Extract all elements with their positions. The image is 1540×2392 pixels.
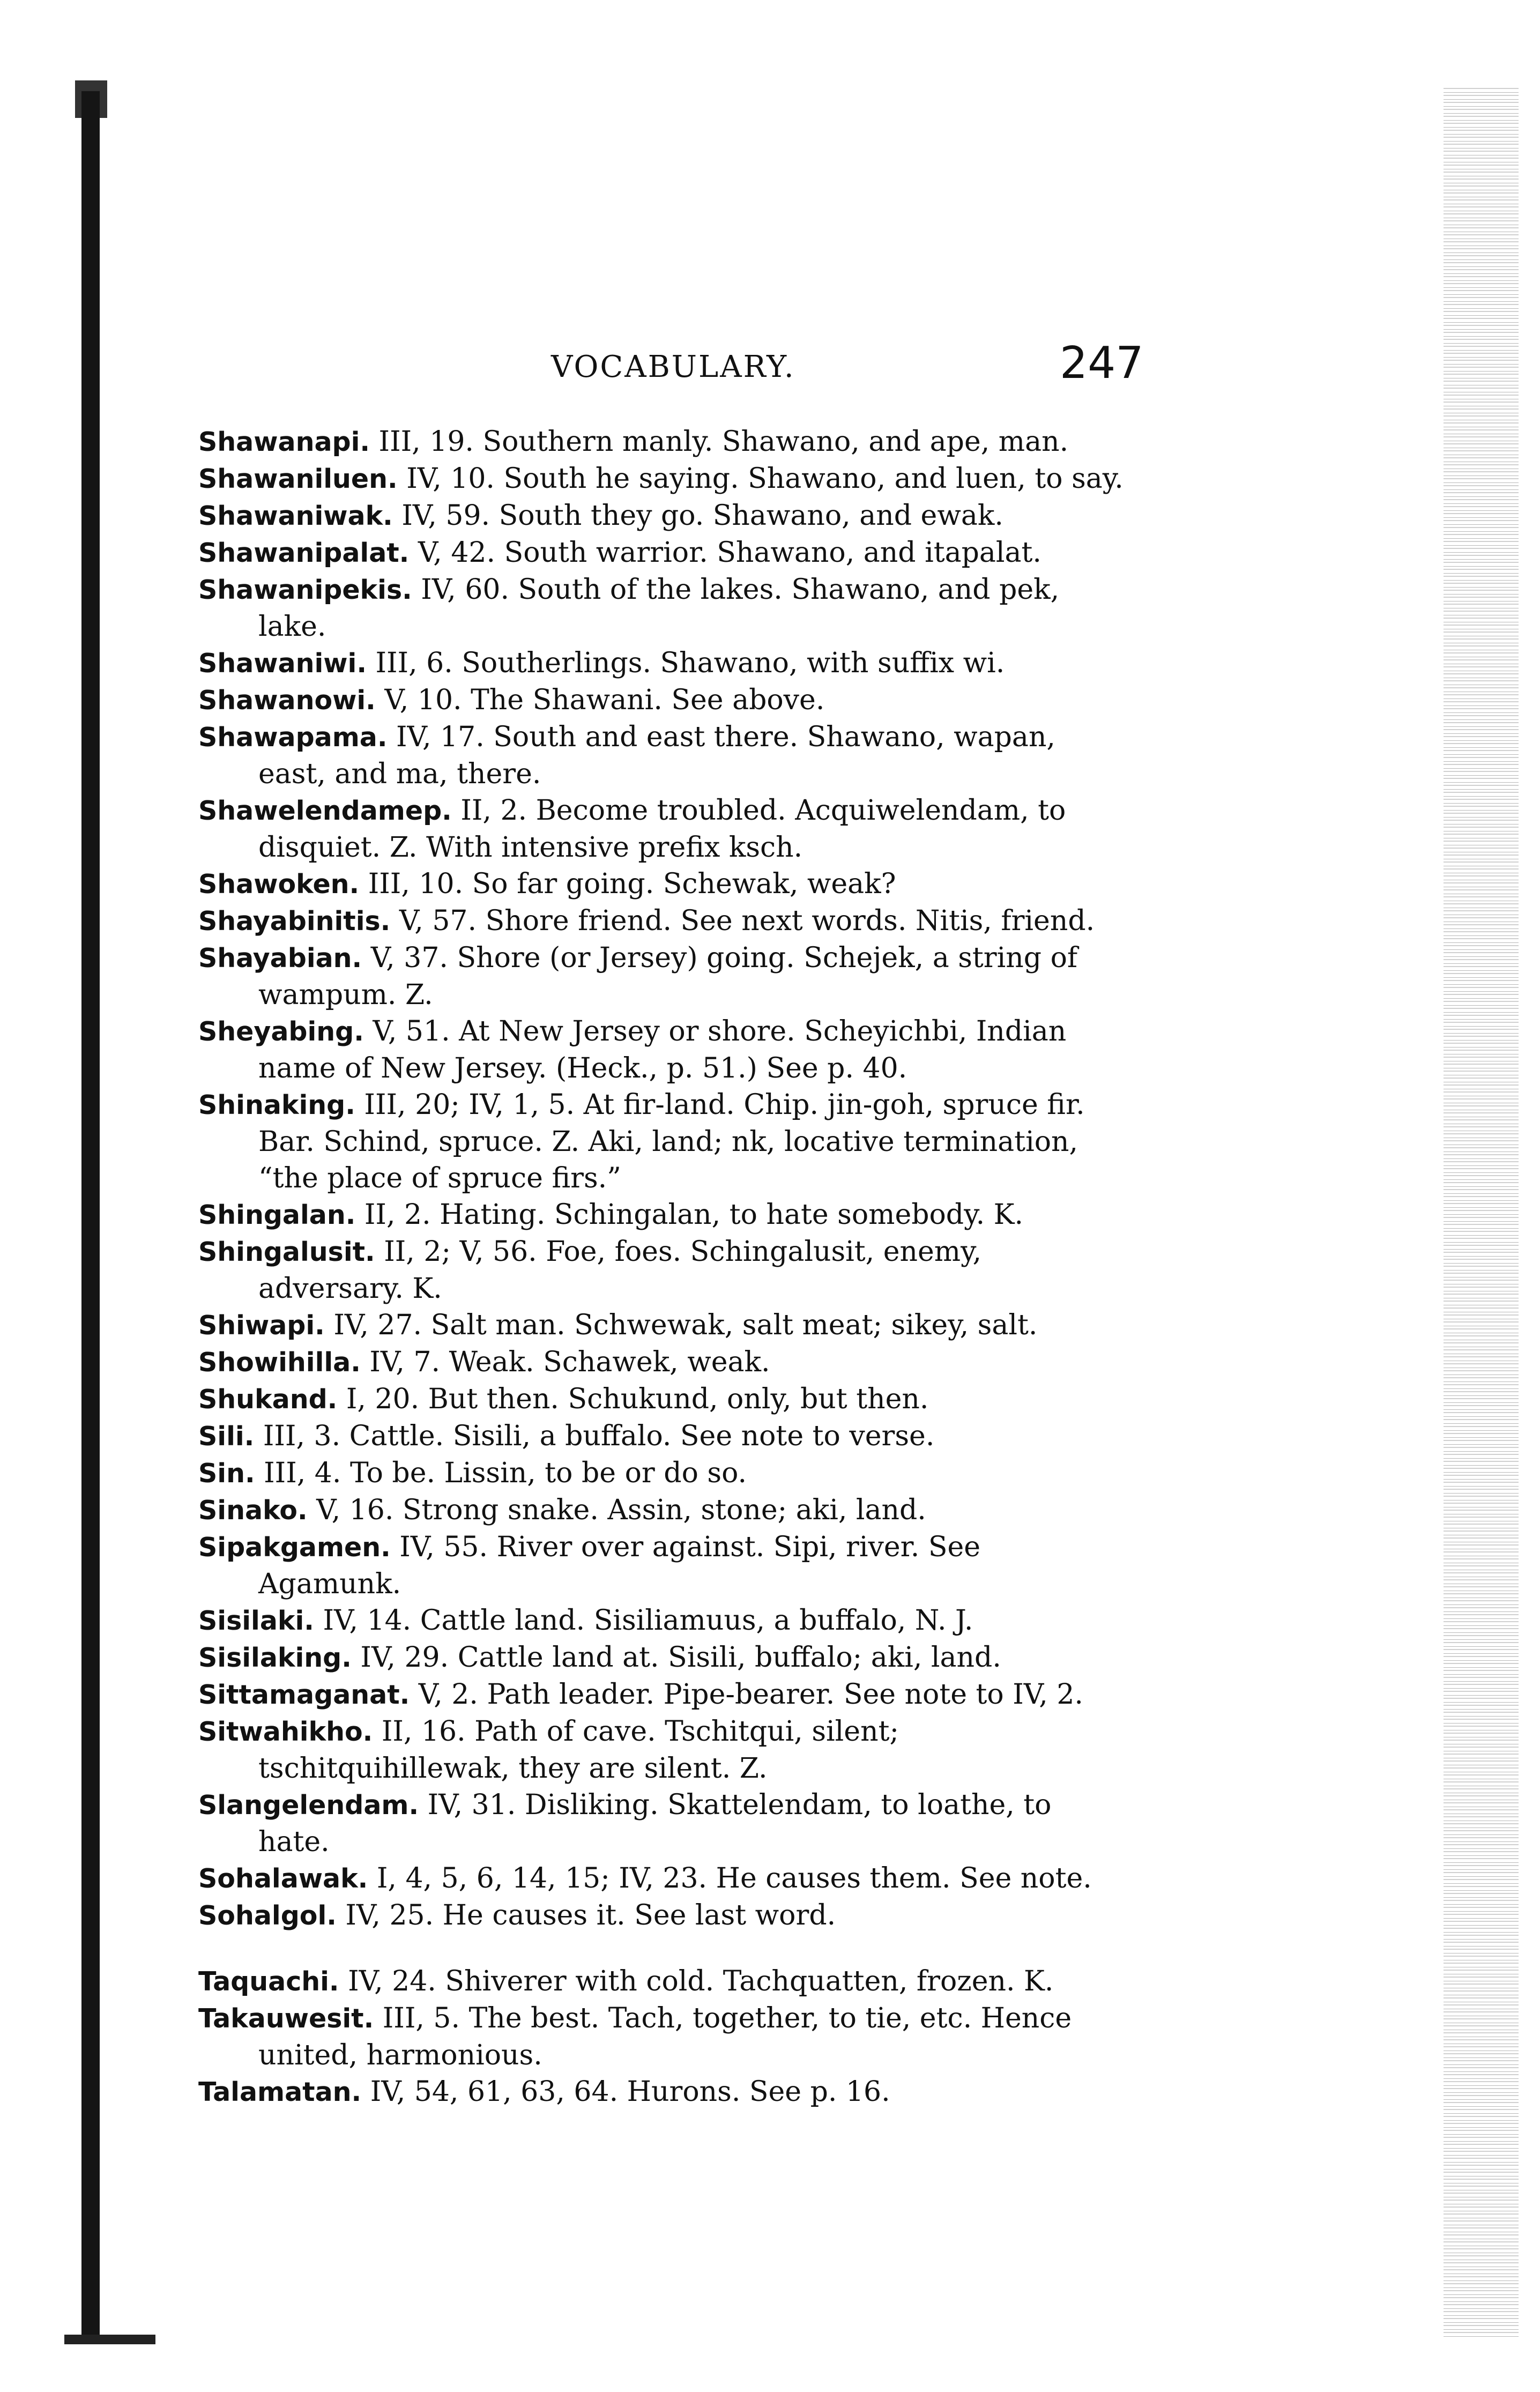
entry-definition: IV, 54, 61, 63, 64. Hurons. See p. 16. <box>370 2076 890 2108</box>
vocabulary-entry <box>198 1344 1131 1381</box>
entry-definition: IV, 17. South and east there. Shawano, wapan, east, and ma, there. <box>258 721 1055 790</box>
vocabulary-entry <box>198 1197 1131 1234</box>
entry-headword: Sisilaking. <box>198 1643 352 1673</box>
entry-headword: Shawelendamep. <box>198 796 452 826</box>
page-title: VOCABULARY. <box>551 350 795 384</box>
entry-definition: V, 10. The Shawani. See above. <box>384 684 825 716</box>
entry-headword: Sili. <box>198 1421 255 1452</box>
vocabulary-entry <box>198 682 1131 719</box>
entry-headword: Shingalusit. <box>198 1237 375 1267</box>
entry-definition: III, 3. Cattle. Sisili, a buffalo. See note to verse. <box>263 1420 935 1452</box>
page-number: 247 <box>1060 338 1144 389</box>
entry-definition: III, 6. Southerlings. Shawano, with suffix wi. <box>375 647 1005 679</box>
binding-gutter-bar <box>81 91 100 2343</box>
entry-definition: II, 2. Become troubled. Acquiwelendam, to disquiet. Z. With intensive prefix ksch. <box>258 794 1066 864</box>
entry-definition: I, 20. But then. Schukund, only, but then. <box>346 1383 929 1415</box>
entry-headword: Sohalgol. <box>198 1900 337 1931</box>
entry-definition: V, 2. Path leader. Pipe-bearer. See note to IV, 2. <box>418 1678 1083 1711</box>
entry-headword: Shawaniwak. <box>198 501 393 531</box>
entry-definition: III, 4. To be. Lissin, to be or do so. <box>264 1457 747 1489</box>
entry-headword: Sisilaki. <box>198 1606 314 1636</box>
entry-headword: Shawapama. <box>198 722 388 753</box>
vocabulary-list <box>198 424 1131 2111</box>
vocabulary-entry <box>198 571 1131 645</box>
entry-headword: Shingalan. <box>198 1200 356 1230</box>
entry-headword: Shawaniwi. <box>198 648 367 679</box>
entry-definition: IV, 60. South of the lakes. Shawano, and pek, lake. <box>258 574 1060 643</box>
entry-headword: Shawanapi. <box>198 427 370 457</box>
binding-shadow-bottom <box>64 2335 155 2344</box>
entry-headword: Shiwapi. <box>198 1310 325 1341</box>
entry-definition: V, 51. At New Jersey or shore. Scheyichbi, Indian name of New Jersey. (Heck., p. 51.) See p. 40. <box>258 1015 1067 1084</box>
entry-headword: Shinaking. <box>198 1090 355 1120</box>
vocabulary-entry <box>198 1492 1131 1529</box>
vocabulary-entry <box>198 1529 1131 1602</box>
entry-headword: Sheyabing. <box>198 1016 364 1047</box>
vocabulary-entry <box>198 1602 1131 1639</box>
entry-headword: Shawanipalat. <box>198 538 410 568</box>
vocabulary-entry <box>198 1860 1131 1897</box>
entry-definition: IV, 29. Cattle land at. Sisili, buffalo; aki, land. <box>360 1641 1001 1674</box>
entry-definition: I, 4, 5, 6, 14, 15; IV, 23. He causes them. See note. <box>376 1862 1092 1895</box>
vocabulary-entry <box>198 1381 1131 1418</box>
entry-headword: Sohalawak. <box>198 1863 368 1894</box>
vocabulary-entry <box>198 1455 1131 1492</box>
entry-headword: Shayabian. <box>198 943 362 974</box>
entry-definition: V, 57. Shore friend. See next words. Nitis, friend. <box>399 905 1095 937</box>
vocabulary-entry <box>198 1639 1131 1676</box>
vocabulary-entry <box>198 792 1131 866</box>
vocabulary-entry <box>198 645 1131 682</box>
vocabulary-entry <box>198 424 1131 460</box>
entry-headword: Shawanowi. <box>198 685 376 716</box>
entry-definition: IV, 59. South they go. Shawano, and ewak. <box>401 500 1003 532</box>
entry-definition: IV, 24. Shiverer with cold. Tachquatten, frozen. K. <box>348 1965 1054 1997</box>
vocabulary-entry <box>198 1013 1131 1087</box>
entry-headword: Sittamaganat. <box>198 1680 410 1710</box>
entry-headword: Shawanipekis. <box>198 575 412 605</box>
entry-headword: Shawoken. <box>198 869 360 900</box>
vocabulary-entry <box>198 460 1131 497</box>
entry-headword: Shawaniluen. <box>198 464 398 494</box>
vocabulary-entry <box>198 1787 1131 1860</box>
vocabulary-entry <box>198 1087 1131 1197</box>
entry-definition: II, 2; V, 56. Foe, foes. Schingalusit, enemy, adversary. K. <box>258 1236 982 1305</box>
entry-definition: IV, 7. Weak. Schawek, weak. <box>369 1346 770 1378</box>
vocabulary-entry <box>198 1713 1131 1787</box>
page-edge-shadow <box>1444 86 1519 2337</box>
vocabulary-entry <box>198 719 1131 792</box>
entry-definition: IV, 31. Disliking. Skattelendam, to loathe, to hate. <box>258 1789 1052 1858</box>
entry-definition: V, 37. Shore (or Jersey) going. Schejek, a string of wampum. Z. <box>258 942 1078 1011</box>
entry-definition: IV, 14. Cattle land. Sisiliamuus, a buffalo, N. J. <box>323 1604 973 1637</box>
entry-headword: Shayabinitis. <box>198 906 391 937</box>
vocabulary-entry <box>198 497 1131 534</box>
entry-headword: Sitwahikho. <box>198 1717 373 1747</box>
entry-headword: Shukand. <box>198 1384 338 1415</box>
entry-headword: Taquachi. <box>198 1966 339 1997</box>
entry-definition: V, 42. South warrior. Shawano, and itapalat. <box>418 537 1041 569</box>
vocabulary-entry <box>198 866 1131 903</box>
entry-definition: V, 16. Strong snake. Assin, stone; aki, land. <box>316 1494 926 1526</box>
entry-headword: Showihilla. <box>198 1347 361 1378</box>
entry-headword: Sin. <box>198 1458 255 1489</box>
entry-definition: IV, 25. He causes it. See last word. <box>345 1899 836 1932</box>
entry-definition: III, 19. Southern manly. Shawano, and ape, man. <box>378 426 1069 458</box>
entry-headword: Slangelendam. <box>198 1790 419 1821</box>
entry-definition: III, 10. So far going. Schewak, weak? <box>368 868 896 900</box>
vocabulary-entry <box>198 1897 1131 1934</box>
vocabulary-entry <box>198 2074 1131 2111</box>
entry-headword: Talamatan. <box>198 2077 362 2107</box>
entry-definition: IV, 10. South he saying. Shawano, and luen, to say. <box>406 463 1124 495</box>
entry-headword: Takauwesit. <box>198 2003 374 2034</box>
entry-definition: III, 5. The best. Tach, together, to tie, etc. Hence united, harmonious. <box>258 2002 1072 2071</box>
vocabulary-entry <box>198 1963 1131 2000</box>
entry-headword: Sipakgamen. <box>198 1532 391 1563</box>
entry-definition: IV, 27. Salt man. Schwewak, salt meat; sikey, salt. <box>333 1309 1038 1341</box>
running-header <box>193 338 1144 397</box>
vocabulary-entry <box>198 2000 1131 2074</box>
entry-definition: II, 2. Hating. Schingalan, to hate somebody. K. <box>364 1199 1023 1231</box>
vocabulary-entry <box>198 1676 1131 1713</box>
vocabulary-entry <box>198 534 1131 571</box>
vocabulary-entry <box>198 903 1131 940</box>
entry-definition: IV, 55. River over against. Sipi, river. See Agamunk. <box>258 1531 981 1600</box>
vocabulary-entry <box>198 940 1131 1013</box>
vocabulary-entry <box>198 1418 1131 1455</box>
vocabulary-entry <box>198 1234 1131 1307</box>
vocabulary-entry <box>198 1307 1131 1344</box>
entry-headword: Sinako. <box>198 1495 308 1526</box>
entry-definition: II, 16. Path of cave. Tschitqui, silent; tschitquihillewak, they are silent. Z. <box>258 1715 899 1785</box>
entry-definition: III, 20; IV, 1, 5. At fir-land. Chip. jin-goh, spruce fir. Bar. Schind, spruce. Z. Aki, land; nk, locative termination, “the place of spruce firs.” <box>258 1089 1085 1194</box>
